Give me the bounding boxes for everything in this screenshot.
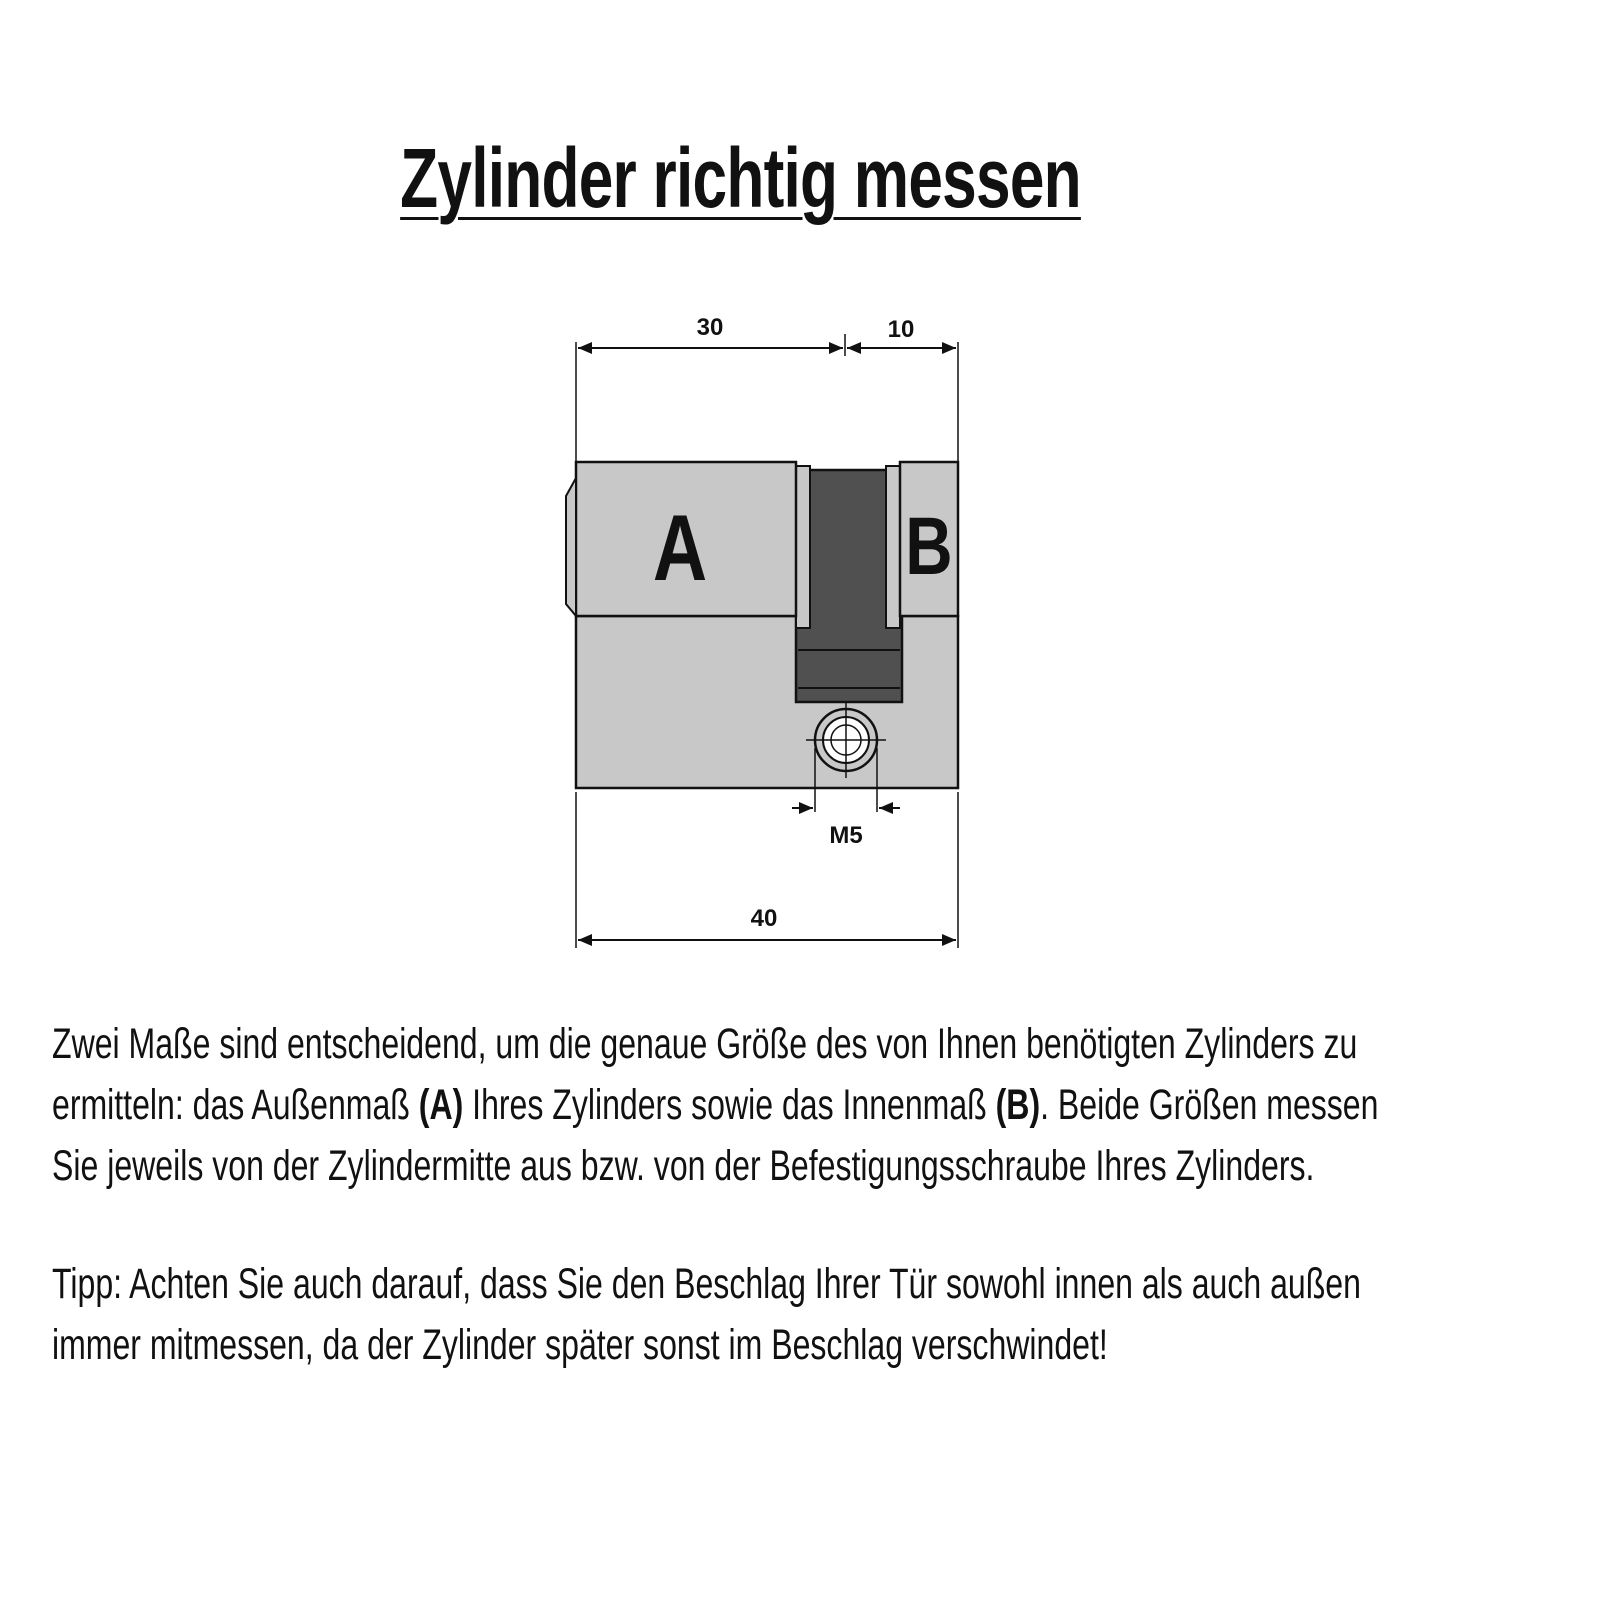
dimension-label-30: 30 (696, 314, 724, 341)
instruction-line-2-part-1: ermitteln: das Außenmaß (52, 1081, 419, 1129)
outer-section-bevel (566, 478, 576, 616)
instruction-line-2-label-b: (B) (995, 1081, 1041, 1129)
instruction-line-3: Sie jeweils von der Zylindermitte aus bzw. von der Befestigungsschraube Ihres Zylinders. (52, 1142, 1315, 1190)
tip-line-1: Tipp: Achten Sie auch darauf, dass Sie den Beschlag Ihrer Tür sowohl innen als auch außen (52, 1260, 1361, 1308)
instruction-paragraph (52, 1014, 1542, 1197)
label-b: B (905, 500, 953, 592)
cylinder-diagram-svg (0, 280, 1600, 980)
instruction-line-2-part-3: . Beide Größen messen (1040, 1081, 1379, 1129)
tip-paragraph (52, 1254, 1542, 1376)
cylinder-diagram (0, 280, 1600, 980)
cam-flange-left (796, 466, 810, 628)
instruction-line-1: Zwei Maße sind entscheidend, um die genaue Größe des von Ihnen benötigten Zylinders zu (52, 1020, 1358, 1068)
dimension-label-m5: M5 (829, 822, 863, 849)
instruction-line-2 (52, 1075, 1542, 1136)
instruction-line-2-part-2: Ihres Zylinders sowie das Innenmaß (463, 1081, 996, 1129)
page-title-text: Zylinder richtig messen (400, 131, 1081, 225)
page-title (193, 128, 1288, 228)
dimension-label-10: 10 (887, 316, 915, 343)
label-a: A (652, 496, 708, 601)
tip-line-2: immer mitmessen, da der Zylinder später sonst im Beschlag verschwindet! (52, 1321, 1108, 1369)
cam-flange-right (886, 466, 900, 628)
dimension-label-40: 40 (750, 905, 778, 932)
instruction-line-2-label-a: (A) (418, 1081, 464, 1129)
